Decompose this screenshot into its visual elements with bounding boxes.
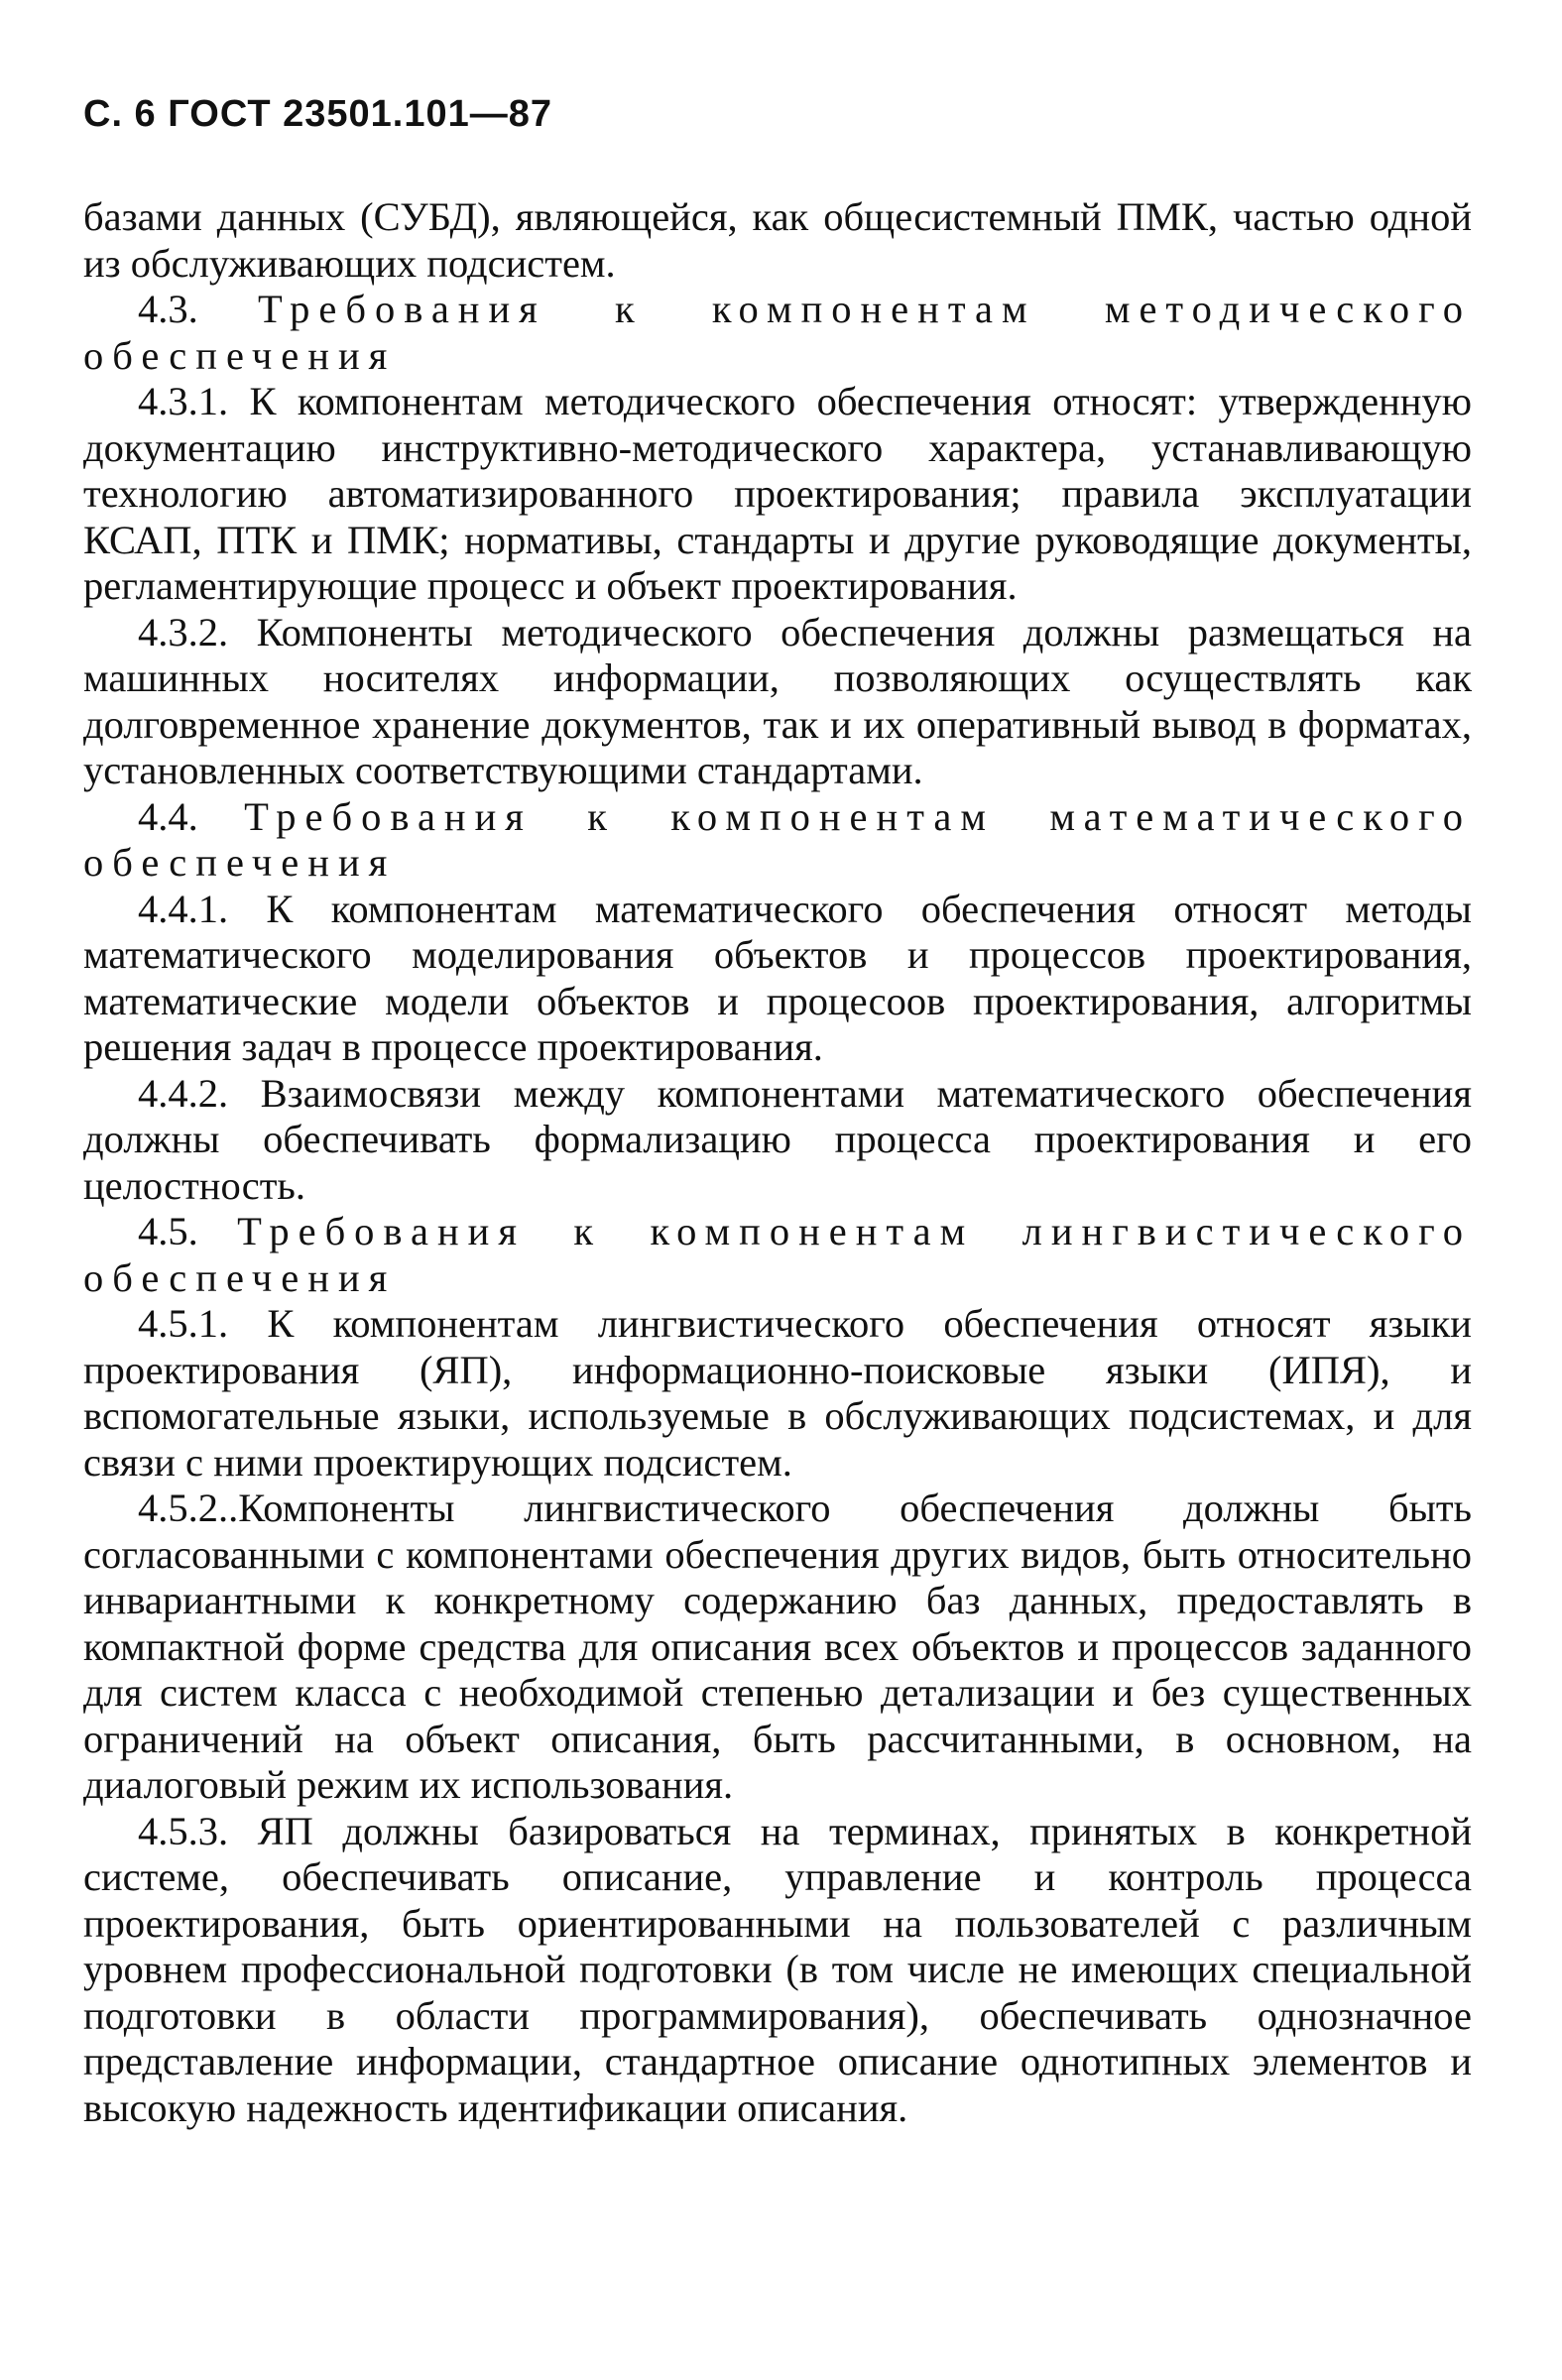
clause-4-4-1: 4.4.1. К компонентам математического обеспечения относят методы математического моделирования объектов и процессов проектирования, математические модели объектов и процесоов проектирования, алгоритмы решения задач в процессе проектирования. xyxy=(83,886,1472,1069)
clause-4-5-3: 4.5.3. ЯП должны базироваться на терминах, принятых в конкретной системе, обеспечивать описание, управление и контроль процесса проектирования, быть ориентированными на пользователей с различным уровнем профессиональной подготовки (в том числе не имеющих специальной подготовки в области программирования), обеспечивать однозначное представление информации, стандартное описание однотипных элементов и высокую надежность идентификации описания. xyxy=(83,1808,1472,2130)
section-number: 4.5. xyxy=(138,1209,198,1253)
clause-4-3-2: 4.3.2. Компоненты методического обеспечения должны размещаться на машинных носителях информации, позволяющих осуществлять как долговременное хранение документов, так и их оперативный вывод в форматах, установленных соответствующими стандартами. xyxy=(83,609,1472,792)
section-number: 4.3. xyxy=(138,287,198,331)
section-heading-4-4 xyxy=(83,794,1472,887)
section-title: Требования к компонентам математического обеспечения xyxy=(83,793,1472,885)
clause-4-5-1: 4.5.1. К компонентам лингвистического обеспечения относят языки проектирования (ЯП), информационно-поисковые языки (ИПЯ), и вспомогательные языки, используемые в обслуживающих подсистемах, и для связи с ними проектирующих подсистем. xyxy=(83,1301,1472,1485)
section-title: Требования к компонентам лингвистического обеспечения xyxy=(83,1209,1472,1300)
paragraph-continuation: базами данных (СУБД), являющейся, как общесистемный ПМК, частью одной из обслуживающих подсистем. xyxy=(83,194,1472,286)
section-heading-4-3 xyxy=(83,287,1472,379)
running-header: С. 6 ГОСТ 23501.101—87 xyxy=(83,93,553,135)
clause-4-3-1: 4.3.1. К компонентам методического обеспечения относят: утвержденную документацию инструктивно-методического характера, устанавливающую технологию автоматизированного проектирования; правила эксплуатации КСАП, ПТК и ПМК; нормативы, стандарты и другие руководящие документы, регламентирующие процесс и объект проектирования. xyxy=(83,379,1472,608)
clause-4-4-2: 4.4.2. Взаимосвязи между компонентами математического обеспечения должны обеспечивать формализацию процесса проектирования и его целостность. xyxy=(83,1070,1472,1208)
document-page xyxy=(83,95,1472,2131)
section-number: 4.4. xyxy=(138,793,198,839)
clause-4-5-2: 4.5.2..Компоненты лингвистического обеспечения должны быть согласованными с компонентами обеспечения других видов, быть относительно инвариантными к конкретному содержанию баз данных, предоставлять в компактной форме средства для описания всех объектов и процессов заданного для систем класса с необходимой степенью детализации и без существенных ограничений на объект описания, быть рассчитанными, в основном, на диалоговый режим их использования. xyxy=(83,1486,1472,1807)
document-body xyxy=(83,194,1472,2131)
section-heading-4-5 xyxy=(83,1209,1472,1301)
section-title: Требования к компонентам методического обеспечения xyxy=(83,287,1473,378)
